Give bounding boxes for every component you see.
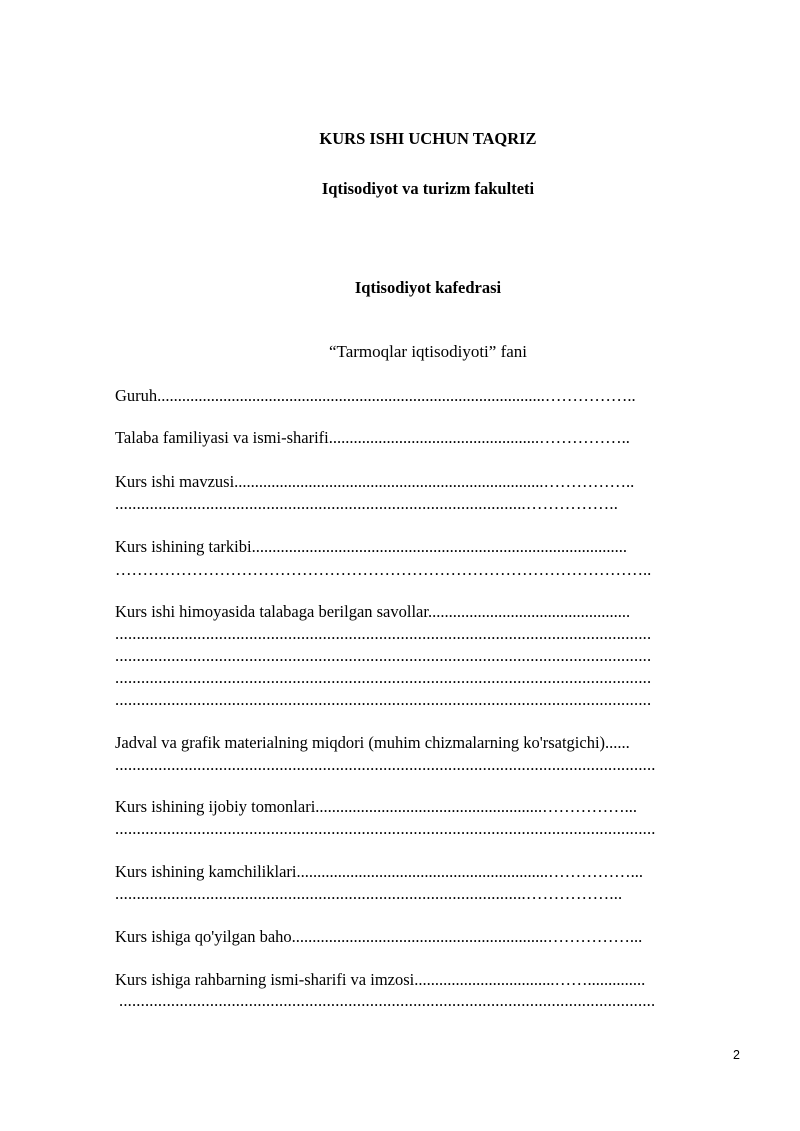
negatives-field: Kurs ishining kamchiliklari.............................................................……………... xyxy=(115,862,643,881)
questions-continuation-line-3: ............................................................................................................................ xyxy=(115,668,652,687)
grade-field: Kurs ishiga qo'yilgan baho..............................................................……………... xyxy=(115,927,643,946)
topic-continuation-line: ...............................................................................................…………….. xyxy=(115,494,619,513)
subject-name: “Tarmoqlar iqtisodiyoti” fani xyxy=(328,342,528,361)
questions-field: Kurs ishi himoyasida talabaga berilgan savollar................................................. xyxy=(115,602,631,621)
questions-continuation-line-4: ............................................................................................................................ xyxy=(115,690,652,709)
faculty-name: Iqtisodiyot va turizm fakulteti xyxy=(321,179,535,198)
supervisor-continuation-line: ............................................................................................................................ xyxy=(119,991,656,1010)
questions-continuation-line-2: ............................................................................................................................ xyxy=(115,646,652,665)
tables-continuation-line: ............................................................................................................................. xyxy=(115,755,656,774)
supervisor-field: Kurs ishiga rahbarning ismi-sharifi va imzosi..................................…….............. xyxy=(115,970,646,989)
structure-continuation-line: …………………………………………………………………………………….. xyxy=(115,560,652,579)
negatives-continuation-line: ...............................................................................................……………... xyxy=(115,884,623,903)
questions-continuation-line-1: ............................................................................................................................ xyxy=(115,624,652,643)
positives-field: Kurs ishining ijobiy tomonlari.......................................................……………... xyxy=(115,797,638,816)
positives-continuation-line: ............................................................................................................................. xyxy=(115,819,656,838)
student-name-field: Talaba familiyasi va ismi-sharifi...................................................…………….. xyxy=(115,428,630,447)
department-name: Iqtisodiyot kafedrasi xyxy=(354,278,502,297)
topic-field: Kurs ishi mavzusi...........................................................................…………….. xyxy=(115,472,635,491)
structure-field: Kurs ishining tarkibi........................................................................................... xyxy=(115,537,627,556)
document-title: KURS ISHI UCHUN TAQRIZ xyxy=(319,129,537,148)
tables-field: Jadval va grafik materialning miqdori (muhim chizmalarning ko'rsatgichi)...... xyxy=(115,733,630,752)
page-number: 2 xyxy=(733,1048,740,1062)
group-field: Guruh..............................................................................................…………….. xyxy=(115,386,636,405)
